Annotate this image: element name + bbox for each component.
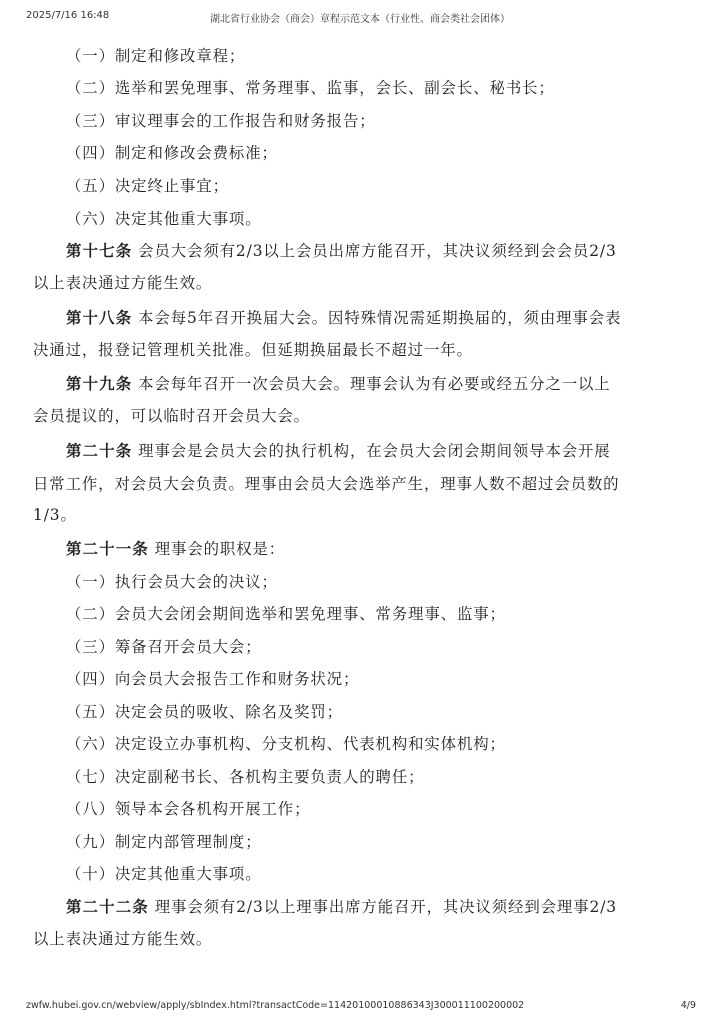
article-18 bbox=[66, 308, 720, 328]
article-22 bbox=[66, 897, 720, 917]
list-item: （四）制定和修改会费标准； bbox=[66, 144, 278, 162]
list-item: （十）决定其他重大事项。 bbox=[66, 865, 262, 883]
article-text-continued: 会员提议的，可以临时召开会员大会。 bbox=[33, 407, 310, 425]
article-heading: 第二十条 bbox=[66, 442, 133, 460]
article-text: 理事会的职权是： bbox=[154, 540, 286, 558]
article-text-continued: 以上表决通过方能生效。 bbox=[33, 930, 213, 948]
article-text-continued: 以上表决通过方能生效。 bbox=[33, 274, 213, 292]
list-item: （六）决定其他重大事项。 bbox=[66, 210, 262, 228]
article-17 bbox=[66, 241, 720, 261]
list-item: （五）决定终止事宜； bbox=[66, 177, 229, 195]
list-item: （八）领导本会各机构开展工作； bbox=[66, 800, 311, 818]
list-item: （三）审议理事会的工作报告和财务报告； bbox=[66, 112, 376, 130]
document-title: 湖北省行业协会（商会）章程示范文本（行业性、商会类社会团体） bbox=[210, 14, 510, 25]
article-heading: 第十七条 bbox=[66, 242, 133, 260]
article-heading: 第二十一条 bbox=[66, 540, 149, 558]
list-item: （七）决定副秘书长、各机构主要负责人的聘任； bbox=[66, 768, 425, 786]
print-footer bbox=[0, 1000, 720, 1014]
article-heading: 第十八条 bbox=[66, 309, 133, 327]
article-text: 理事会须有2/3以上理事出席方能召开，其决议须经到会理事2/3 bbox=[154, 898, 617, 916]
list-item: （二）会员大会闭会期间选举和罢免理事、常务理事、监事； bbox=[66, 605, 506, 623]
article-21 bbox=[66, 539, 720, 559]
article-text-continued: 1/3。 bbox=[33, 506, 77, 524]
list-item: （九）制定内部管理制度； bbox=[66, 833, 262, 851]
article-text-continued: 决通过，报登记管理机关批准。但延期换届最长不超过一年。 bbox=[33, 341, 473, 359]
article-heading: 第十九条 bbox=[66, 375, 133, 393]
print-timestamp: 2025/7/16 16:48 bbox=[26, 10, 110, 21]
article-19 bbox=[66, 374, 720, 394]
list-item: （一）执行会员大会的决议； bbox=[66, 573, 278, 591]
article-text: 本会每年召开一次会员大会。理事会认为有必要或经五分之一以上 bbox=[138, 375, 611, 393]
page-url: zwfw.hubei.gov.cn/webview/apply/sbIndex.html?transactCode=11420100010886343J300011100200002 bbox=[26, 1000, 525, 1011]
list-item: （六）决定设立办事机构、分支机构、代表机构和实体机构； bbox=[66, 735, 506, 753]
list-item: （三）筹备召开会员大会； bbox=[66, 638, 262, 656]
article-heading: 第二十二条 bbox=[66, 898, 149, 916]
article-text-continued: 日常工作，对会员大会负责。理事由会员大会选举产生，理事人数不超过会员数的 bbox=[33, 475, 620, 493]
article-text: 理事会是会员大会的执行机构，在会员大会闭会期间领导本会开展 bbox=[138, 442, 611, 460]
article-text: 会员大会须有2/3以上会员出席方能召开，其决议须经到会会员2/3 bbox=[138, 242, 617, 260]
list-item: （四）向会员大会报告工作和财务状况； bbox=[66, 670, 360, 688]
article-text: 本会每5年召开换届大会。因特殊情况需延期换届的，须由理事会表 bbox=[138, 309, 622, 327]
list-item: （一）制定和修改章程； bbox=[66, 47, 246, 65]
list-item: （二）选举和罢免理事、常务理事、监事，会长、副会长、秘书长； bbox=[66, 79, 555, 97]
list-item: （五）决定会员的吸收、除名及奖罚； bbox=[66, 703, 343, 721]
article-20 bbox=[66, 441, 720, 461]
page-number: 4/9 bbox=[680, 1000, 696, 1011]
